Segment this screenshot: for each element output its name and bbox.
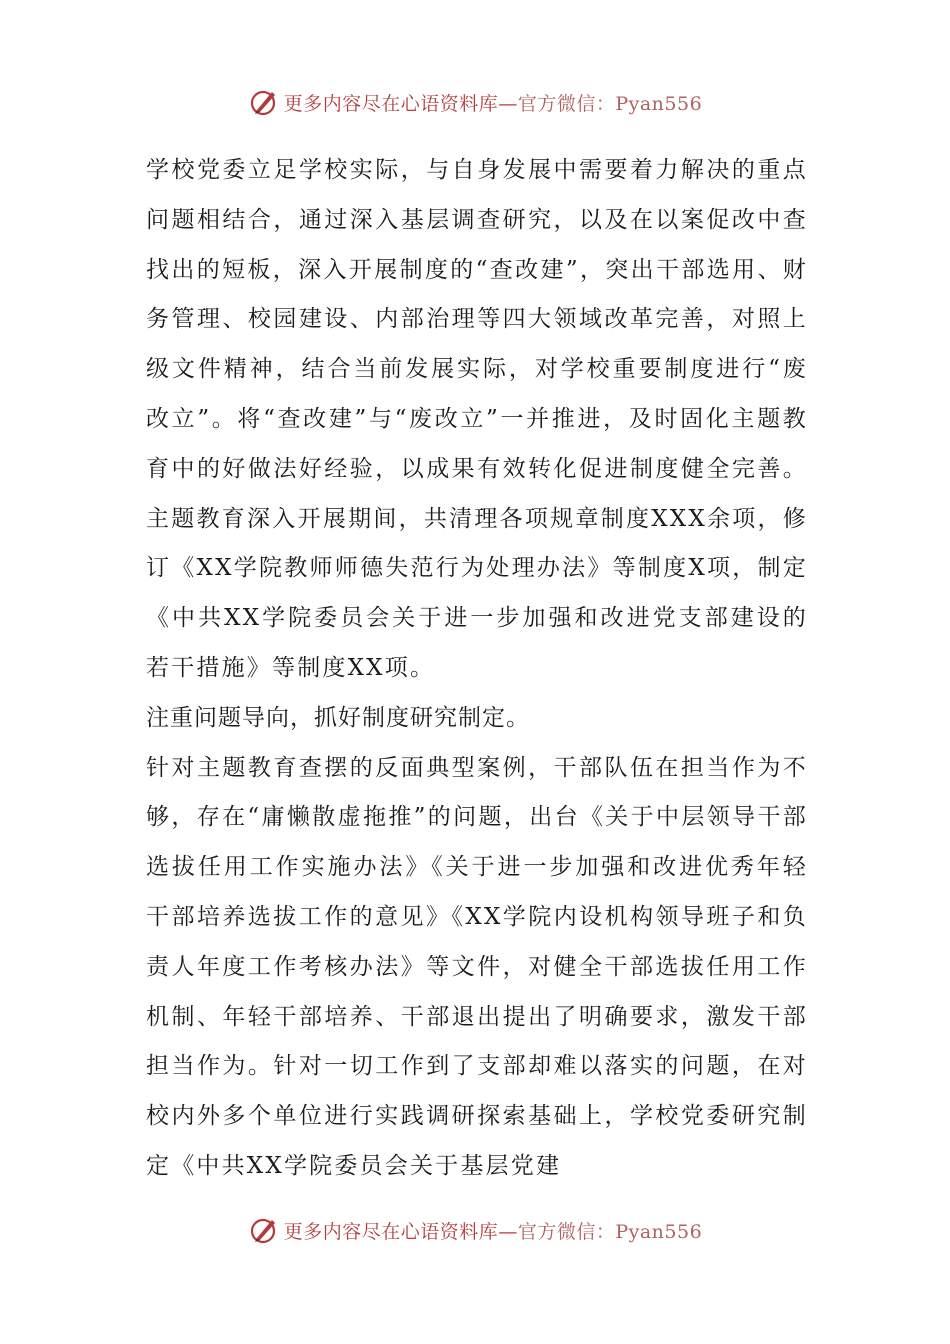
banner-text: 更多内容尽在心语资料库—官方微信：Pyan556 (283, 1220, 703, 1243)
header-watermark-banner (0, 82, 950, 122)
pen-circle-icon (248, 1214, 280, 1246)
pen-circle-icon (248, 86, 280, 118)
footer-watermark-banner (0, 1210, 950, 1250)
section-heading: 注重问题导向，抓好制度研究制定。 (146, 704, 530, 731)
body-paragraph: 针对主题教育查摆的反面典型案例，干部队伍在担当作为不够，存在“庸懒散虚拖推”的问题，出台《关于中层领导干部选拔任用工作实施办法》《关于进一步加强和改进优秀年轻干部培养选拔工作的意见》《XX学院内设机构领导班子和负责人年度工作考核办法》等文件，对健全干部选拔任用工作机制、年轻干部培养、干部退出提出了明确要求，激发干部担当作为。针对一切工作到了支部却难以落实的问题，在对校内外多个单位进行实践调研探索基础上，学校党委研究制定《中共XX学院委员会关于基层党建 (146, 754, 808, 1179)
body-paragraph: 学校党委立足学校实际，与自身发展中需要着力解决的重点问题相结合，通过深入基层调查研究，以及在以案促改中查找出的短板，深入开展制度的“查改建”，突出干部选用、财务管理、校园建设、内部治理等四大领域改革完善，对照上级文件精神，结合当前发展实际，对学校重要制度进行“废改立”。将“查改建”与“废改立”一并推进，及时固化主题教育中的好做法好经验，以成果有效转化促进制度健全完善。主题教育深入开展期间，共清理各项规章制度XXX余项，修订《XX学院教师师德失范行为处理办法》等制度X项，制定《中共XX学院委员会关于进一步加强和改进党支部建设的若干措施》等制度XX项。 (146, 157, 808, 681)
document-body (146, 146, 808, 1192)
banner-text: 更多内容尽在心语资料库—官方微信：Pyan556 (283, 92, 703, 115)
